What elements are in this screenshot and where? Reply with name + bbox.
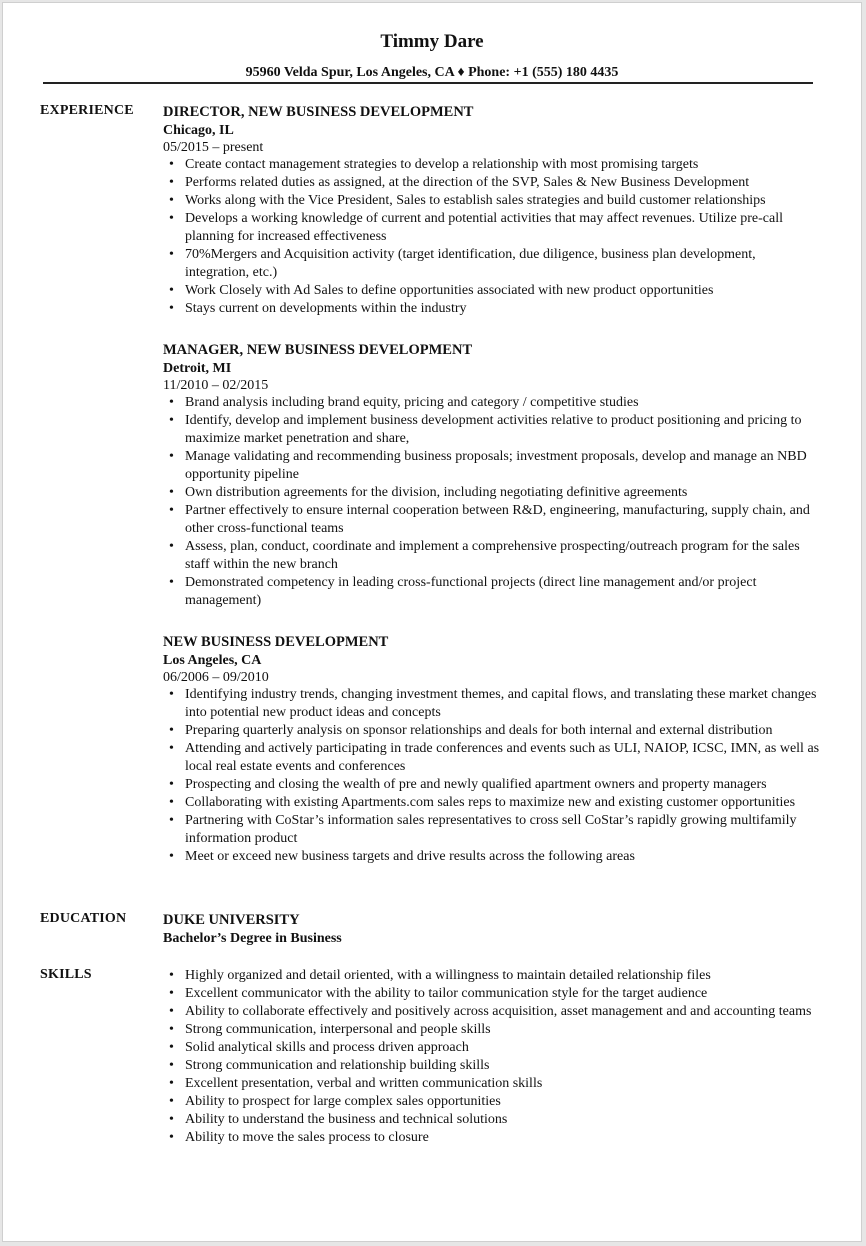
list-item: • Preparing quarterly analysis on sponsor relationships and deals for both internal and external distribution xyxy=(163,722,823,740)
list-item: • Demonstrated competency in leading cross-functional projects (direct line management and/or project management) xyxy=(163,574,823,610)
school-name: DUKE UNIVERSITY xyxy=(163,912,300,928)
list-item: • Collaborating with existing Apartments.com sales reps to maximize new and existing customer opportunities xyxy=(163,794,823,812)
list-item: • Excellent communicator with the ability to tailor communication style for the target audience xyxy=(163,985,823,1003)
education-body xyxy=(163,911,823,948)
list-item: • Strong communication, interpersonal and people skills xyxy=(163,1021,823,1039)
list-item: • Strong communication and relationship building skills xyxy=(163,1057,823,1075)
list-item: • Ability to understand the business and technical solutions xyxy=(163,1111,823,1129)
list-item: • Performs related duties as assigned, at the direction of the SVP, Sales & New Business Development xyxy=(163,174,823,192)
job-entry xyxy=(163,341,823,610)
list-item: • Meet or exceed new business targets and drive results across the following areas xyxy=(163,848,823,866)
list-item: • Own distribution agreements for the division, including negotiating definitive agreements xyxy=(163,484,823,502)
contact-line: 95960 Velda Spur, Los Angeles, CA ♦ Phone: +1 (555) 180 4435 xyxy=(245,65,619,80)
list-item: • Solid analytical skills and process driven approach xyxy=(163,1039,823,1057)
degree: Bachelor’s Degree in Business xyxy=(163,931,342,946)
job-title: MANAGER, NEW BUSINESS DEVELOPMENT xyxy=(163,342,473,358)
list-item: • Ability to move the sales process to closure xyxy=(163,1129,823,1147)
list-item: • Partnering with CoStar’s information sales representatives to cross sell CoStar’s rapidly growing multifamily information product xyxy=(163,812,823,848)
job-title: NEW BUSINESS DEVELOPMENT xyxy=(163,634,389,650)
list-item: • Identify, develop and implement business development activities relative to product positioning and pricing to maximize market penetration and share, xyxy=(163,412,823,448)
section-label-experience: EXPERIENCE xyxy=(40,103,134,118)
list-item: • Prospecting and closing the wealth of pre and newly qualified apartment owners and property managers xyxy=(163,776,823,794)
candidate-name: Timmy Dare xyxy=(380,31,484,52)
job-bullets xyxy=(163,156,823,318)
list-item: • Ability to collaborate effectively and positively across acquisition, asset management and and accounting teams xyxy=(163,1003,823,1021)
list-item: • Stays current on developments within the industry xyxy=(163,300,823,318)
list-item: • Manage validating and recommending business proposals; investment proposals, develop and manage an NBD opportunity pipeline xyxy=(163,448,823,484)
skills-list xyxy=(163,967,823,1147)
list-item: • Identifying industry trends, changing investment themes, and capital flows, and translating these market changes into potential new product ideas and concepts xyxy=(163,686,823,722)
list-item: • Assess, plan, conduct, coordinate and implement a comprehensive prospecting/outreach program for the sales staff within the new branch xyxy=(163,538,823,574)
job-location: Detroit, MI xyxy=(163,361,232,376)
job-dates: 05/2015 – present xyxy=(163,140,264,155)
job-bullets xyxy=(163,686,823,866)
list-item: • Attending and actively participating in trade conferences and events such as ULI, NAIOP, ICSC, IMN, as well as local real estate events and conferences xyxy=(163,740,823,776)
job-dates: 06/2006 – 09/2010 xyxy=(163,670,269,685)
header-divider xyxy=(43,82,813,84)
job-entry xyxy=(163,103,823,318)
job-title: DIRECTOR, NEW BUSINESS DEVELOPMENT xyxy=(163,104,474,120)
job-bullets xyxy=(163,394,823,610)
job-entry xyxy=(163,633,823,866)
list-item: • Excellent presentation, verbal and written communication skills xyxy=(163,1075,823,1093)
list-item: • Ability to prospect for large complex sales opportunities xyxy=(163,1093,823,1111)
resume-page xyxy=(2,2,862,1242)
list-item: • Partner effectively to ensure internal cooperation between R&D, engineering, manufacturing, supply chain, and other cross-functional teams xyxy=(163,502,823,538)
list-item: • Works along with the Vice President, Sales to establish sales strategies and build customer relationships xyxy=(163,192,823,210)
list-item: • Develops a working knowledge of current and potential activities that may affect revenues. Utilize pre-call planning for increased effectiveness xyxy=(163,210,823,246)
list-item: • Work Closely with Ad Sales to define opportunities associated with new product opportunities xyxy=(163,282,823,300)
list-item: • Create contact management strategies to develop a relationship with most promising targets xyxy=(163,156,823,174)
skills-body xyxy=(163,967,823,1147)
list-item: • Highly organized and detail oriented, with a willingness to maintain detailed relationship files xyxy=(163,967,823,985)
job-location: Los Angeles, CA xyxy=(163,653,262,668)
job-location: Chicago, IL xyxy=(163,123,234,138)
list-item: • 70%Mergers and Acquisition activity (target identification, due diligence, business plan development, integration, etc.) xyxy=(163,246,823,282)
section-label-skills: SKILLS xyxy=(40,967,92,982)
section-label-education: EDUCATION xyxy=(40,911,127,926)
list-item: • Brand analysis including brand equity, pricing and category / competitive studies xyxy=(163,394,823,412)
job-dates: 11/2010 – 02/2015 xyxy=(163,378,269,393)
